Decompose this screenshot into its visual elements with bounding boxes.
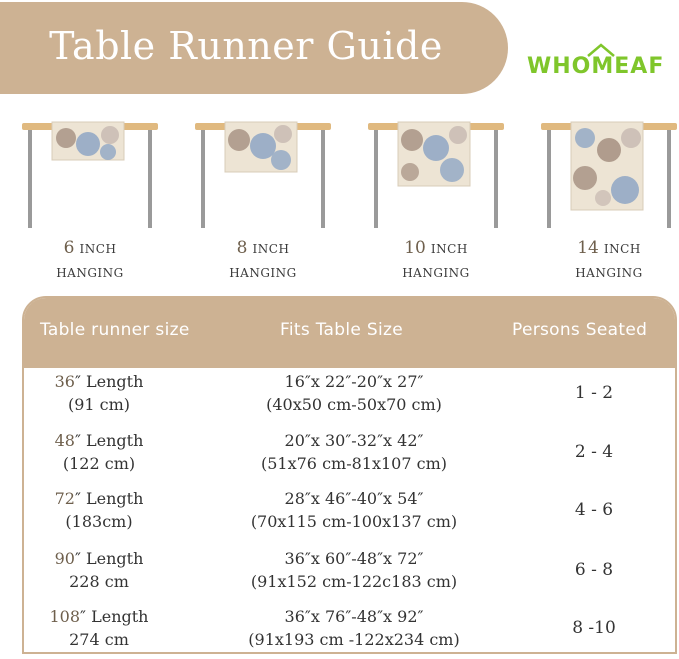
table-row (24, 605, 675, 654)
size-guide-table (22, 296, 677, 654)
runner-size-cell: 72″ Length (183cm) (54, 489, 144, 531)
table-row (24, 487, 675, 545)
persons-cell: 4 - 6 (574, 500, 614, 520)
hanging-size-14: 14 INCH (577, 238, 641, 258)
hanging-word: HANGING (229, 266, 297, 280)
table-illustration-14in (539, 118, 679, 233)
hanging-size-6: 6 INCH (63, 238, 117, 258)
runner-size-cell: 48″ Length (122 cm) (54, 431, 144, 473)
table-illustration-10in (366, 118, 506, 233)
table-row (24, 370, 675, 428)
persons-cell: 8 -10 (572, 618, 616, 638)
logo-roof-icon (586, 42, 616, 58)
persons-cell: 6 - 8 (574, 560, 614, 580)
table-row (24, 547, 675, 605)
table-header (24, 298, 675, 368)
header-runner-size: Table runner size (40, 320, 190, 340)
runner-size-cell: 36″ Length (91 cm) (54, 372, 144, 414)
page-title: Table Runner Guide (49, 24, 443, 68)
hanging-size-10: 10 INCH (404, 238, 468, 258)
persons-cell: 1 - 2 (574, 383, 614, 403)
fits-size-cell: 20″x 30″-32″x 42″ (51x76 cm-81x107 cm) (261, 431, 447, 473)
runner-size-cell: 90″ Length 228 cm (54, 549, 144, 591)
fits-size-cell: 36″x 60″-48″x 72″ (91x152 cm-122c183 cm) (250, 549, 458, 591)
table-illustration-8in (193, 118, 333, 233)
hanging-size-8: 8 INCH (236, 238, 290, 258)
hanging-word: HANGING (575, 266, 643, 280)
header-fits-table-size: Fits Table Size (280, 320, 403, 340)
fits-size-cell: 28″x 46″-40″x 54″ (70x115 cm-100x137 cm) (250, 489, 458, 531)
header-persons-seated: Persons Seated (512, 320, 648, 340)
fits-size-cell: 36″x 76″-48″x 92″ (91x193 cm -122x234 cm) (248, 607, 460, 649)
table-row (24, 429, 675, 487)
table-illustration-6in (20, 118, 160, 233)
hanging-word: HANGING (56, 266, 124, 280)
brand-logo: WHOMEAF (527, 54, 665, 79)
persons-cell: 2 - 4 (574, 442, 614, 462)
hanging-word: HANGING (402, 266, 470, 280)
fits-size-cell: 16″x 22″-20″x 27″ (40x50 cm-50x70 cm) (266, 372, 442, 414)
runner-size-cell: 108″ Length 274 cm (49, 607, 149, 649)
